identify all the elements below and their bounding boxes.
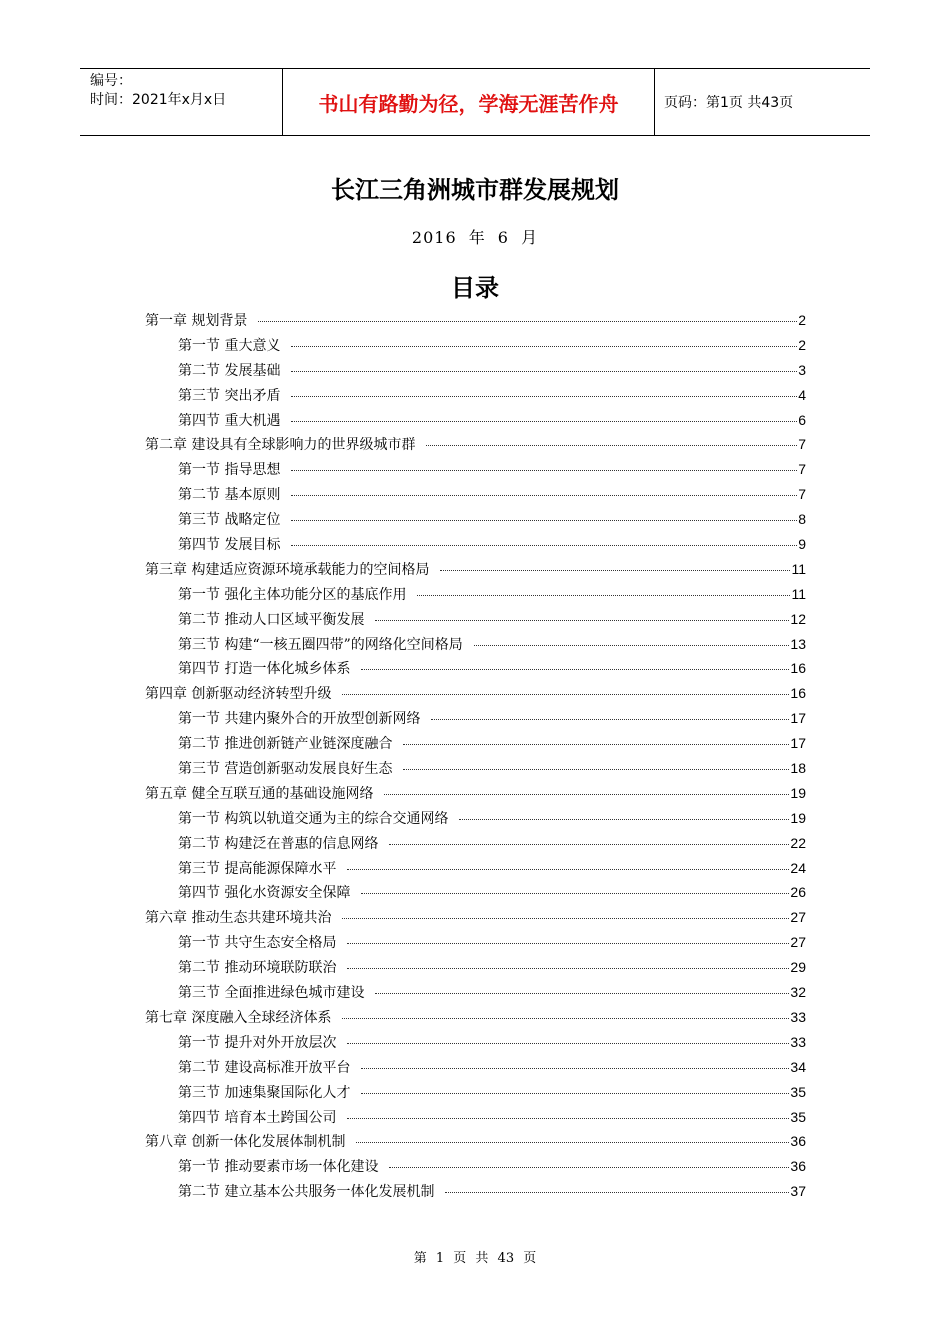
toc-entry-page: 32 [790,984,806,1001]
toc-leader-dots [347,1118,789,1119]
toc-entry-label: 第五章 健全互联互通的基础设施网络 [145,785,374,802]
toc-entry-label: 第六章 推动生态共建环境共治 [145,910,332,927]
toc-section-entry[interactable] [145,1082,806,1107]
toc-entry-label: 第三节 战略定位 [178,512,281,529]
toc-entry-page: 17 [790,735,806,752]
toc-section-entry[interactable] [145,484,806,509]
toc-chapter-entry[interactable] [145,683,806,708]
toc-entry-page: 36 [790,1158,806,1175]
toc-entry-page: 33 [790,1033,806,1050]
toc-section-entry[interactable] [145,385,806,410]
toc-section-entry[interactable] [145,1181,806,1206]
toc-entry-page: 4 [798,386,806,403]
toc-leader-dots [342,694,789,695]
toc-entry-label: 第三节 提高能源保障水平 [178,860,337,877]
header-motto: 书山有路勤为径，学海无涯苦作舟 [282,69,655,135]
toc-chapter-entry[interactable] [145,310,806,335]
toc-chapter-entry[interactable] [145,1007,806,1032]
toc-entry-label: 第二节 建设高标准开放平台 [178,1059,351,1076]
toc-leader-dots [347,968,789,969]
toc-entry-page: 24 [790,859,806,876]
toc-chapter-entry[interactable] [145,559,806,584]
toc-leader-dots [291,470,797,471]
toc-section-entry[interactable] [145,360,806,385]
toc-entry-label: 第二节 推动人口区域平衡发展 [178,611,365,628]
toc-entry-page: 27 [790,909,806,926]
toc-section-entry[interactable] [145,410,806,435]
toc-leader-dots [375,620,789,621]
toc-chapter-entry[interactable] [145,1131,806,1156]
toc-leader-dots [389,1167,789,1168]
toc-entry-page: 6 [798,411,806,428]
toc-section-entry[interactable] [145,459,806,484]
toc-leader-dots [291,396,797,397]
table-of-contents [145,310,806,1206]
toc-entry-label: 第三节 构建“一核五圈四带”的网络化空间格局 [178,636,463,653]
toc-leader-dots [291,421,797,422]
toc-section-entry[interactable] [145,534,806,559]
toc-section-entry[interactable] [145,833,806,858]
toc-section-entry[interactable] [145,509,806,534]
toc-entry-page: 7 [798,461,806,478]
toc-entry-label: 第四节 强化水资源安全保障 [178,885,351,902]
toc-leader-dots [474,645,790,646]
toc-section-entry[interactable] [145,1057,806,1082]
toc-leader-dots [291,495,797,496]
number-label: 编号： [90,73,132,89]
toc-entry-label: 第三节 全面推进绿色城市建设 [178,985,365,1002]
toc-chapter-entry[interactable] [145,434,806,459]
toc-section-entry[interactable] [145,658,806,683]
time-label: 时间：2021年x月x日 [90,92,227,108]
toc-entry-label: 第四节 打造一体化城乡体系 [178,661,351,678]
toc-entry-label: 第一节 重大意义 [178,337,281,354]
toc-entry-label: 第三节 加速集聚国际化人才 [178,1084,351,1101]
toc-leader-dots [361,669,789,670]
toc-section-entry[interactable] [145,982,806,1007]
toc-section-entry[interactable] [145,858,806,883]
toc-leader-dots [403,744,789,745]
toc-entry-page: 2 [798,312,806,328]
toc-leader-dots [291,545,797,546]
toc-entry-label: 第一节 提升对外开放层次 [178,1034,337,1051]
toc-section-entry[interactable] [145,335,806,360]
toc-section-entry[interactable] [145,932,806,957]
toc-entry-label: 第二节 发展基础 [178,362,281,379]
toc-section-entry[interactable] [145,758,806,783]
toc-leader-dots [291,371,797,372]
toc-entry-label: 第二节 基本原则 [178,487,281,504]
toc-entry-label: 第七章 深度融入全球经济体系 [145,1009,332,1026]
toc-section-entry[interactable] [145,808,806,833]
toc-leader-dots [440,570,790,571]
toc-leader-dots [361,1093,789,1094]
toc-entry-label: 第八章 创新一体化发展体制机制 [145,1134,346,1151]
toc-entry-page: 37 [790,1183,806,1200]
toc-leader-dots [291,520,797,521]
toc-leader-dots [291,346,797,347]
toc-leader-dots [347,1043,789,1044]
page-footer: 第 1 页 共 43 页 [413,1251,537,1266]
toc-section-entry[interactable] [145,634,806,659]
toc-entry-page: 33 [790,1008,806,1025]
toc-entry-page: 12 [790,610,806,627]
toc-leader-dots [445,1192,789,1193]
toc-entry-page: 22 [790,834,806,851]
toc-title: 目录 [451,274,499,302]
toc-entry-label: 第四节 培育本土跨国公司 [178,1109,337,1126]
document-title: 长江三角洲城市群发展规划 [331,176,619,204]
toc-entry-page: 34 [790,1058,806,1075]
toc-leader-dots [258,321,797,322]
toc-entry-label: 第三节 营造创新驱动发展良好生态 [178,761,393,778]
toc-entry-page: 7 [798,486,806,503]
toc-entry-page: 11 [791,585,806,602]
toc-entry-page: 11 [791,560,806,577]
toc-entry-label: 第一节 构筑以轨道交通为主的综合交通网络 [178,810,449,827]
toc-entry-page: 7 [798,436,806,453]
page-header [80,68,870,136]
toc-entry-page: 13 [790,635,806,652]
toc-leader-dots [342,1018,789,1019]
document-date: 2016 年 6 月 [411,228,539,247]
toc-entry-label: 第四节 发展目标 [178,537,281,554]
toc-leader-dots [356,1142,789,1143]
toc-entry-label: 第二节 推进创新链产业链深度融合 [178,736,393,753]
toc-section-entry[interactable] [145,1156,806,1181]
header-page-info: 页码：第1页 共43页 [664,95,794,111]
toc-entry-label: 第二节 构建泛在普惠的信息网络 [178,835,379,852]
toc-entry-label: 第二节 建立基本公共服务一体化发展机制 [178,1184,435,1201]
toc-entry-label: 第一节 指导思想 [178,462,281,479]
toc-leader-dots [403,769,789,770]
toc-entry-label: 第一章 规划背景 [145,313,248,329]
toc-entry-label: 第二节 推动环境联防联治 [178,960,337,977]
toc-entry-page: 36 [790,1133,806,1150]
toc-leader-dots [375,993,789,994]
toc-leader-dots [361,1068,789,1069]
toc-section-entry[interactable] [145,1107,806,1132]
toc-entry-label: 第一节 推动要素市场一体化建设 [178,1159,379,1176]
toc-entry-label: 第四节 重大机遇 [178,412,281,429]
toc-entry-page: 2 [798,336,806,353]
toc-entry-label: 第一节 共建内聚外合的开放型创新网络 [178,711,421,728]
toc-entry-page: 16 [790,685,806,702]
toc-leader-dots [426,445,797,446]
toc-entry-page: 35 [790,1083,806,1100]
toc-entry-page: 17 [790,710,806,727]
toc-entry-label: 第一节 强化主体功能分区的基底作用 [178,586,407,603]
toc-leader-dots [384,794,789,795]
toc-entry-page: 9 [798,536,806,553]
toc-entry-page: 26 [790,884,806,901]
toc-section-entry[interactable] [145,584,806,609]
toc-section-entry[interactable] [145,882,806,907]
toc-leader-dots [417,595,790,596]
toc-section-entry[interactable] [145,609,806,634]
toc-section-entry[interactable] [145,708,806,733]
toc-leader-dots [347,943,789,944]
toc-section-entry[interactable] [145,957,806,982]
toc-entry-page: 19 [790,809,806,826]
toc-leader-dots [361,893,789,894]
toc-entry-page: 3 [798,361,806,378]
toc-entry-page: 27 [790,934,806,951]
toc-entry-label: 第三节 突出矛盾 [178,387,281,404]
toc-chapter-entry[interactable] [145,783,806,808]
header-meta [80,69,282,135]
toc-entry-page: 35 [790,1108,806,1125]
toc-entry-page: 29 [790,959,806,976]
toc-leader-dots [431,719,789,720]
toc-section-entry[interactable] [145,1032,806,1057]
toc-leader-dots [347,869,789,870]
toc-section-entry[interactable] [145,733,806,758]
toc-entry-page: 19 [790,784,806,801]
toc-leader-dots [342,918,789,919]
toc-leader-dots [389,844,789,845]
toc-entry-label: 第三章 构建适应资源环境承载能力的空间格局 [145,561,430,578]
toc-entry-label: 第二章 建设具有全球影响力的世界级城市群 [145,437,416,454]
toc-entry-page: 16 [790,660,806,677]
toc-leader-dots [459,819,789,820]
toc-entry-page: 18 [790,760,806,777]
toc-chapter-entry[interactable] [145,907,806,932]
toc-entry-label: 第一节 共守生态安全格局 [178,935,337,952]
toc-entry-label: 第四章 创新驱动经济转型升级 [145,686,332,703]
toc-entry-page: 8 [798,511,806,528]
